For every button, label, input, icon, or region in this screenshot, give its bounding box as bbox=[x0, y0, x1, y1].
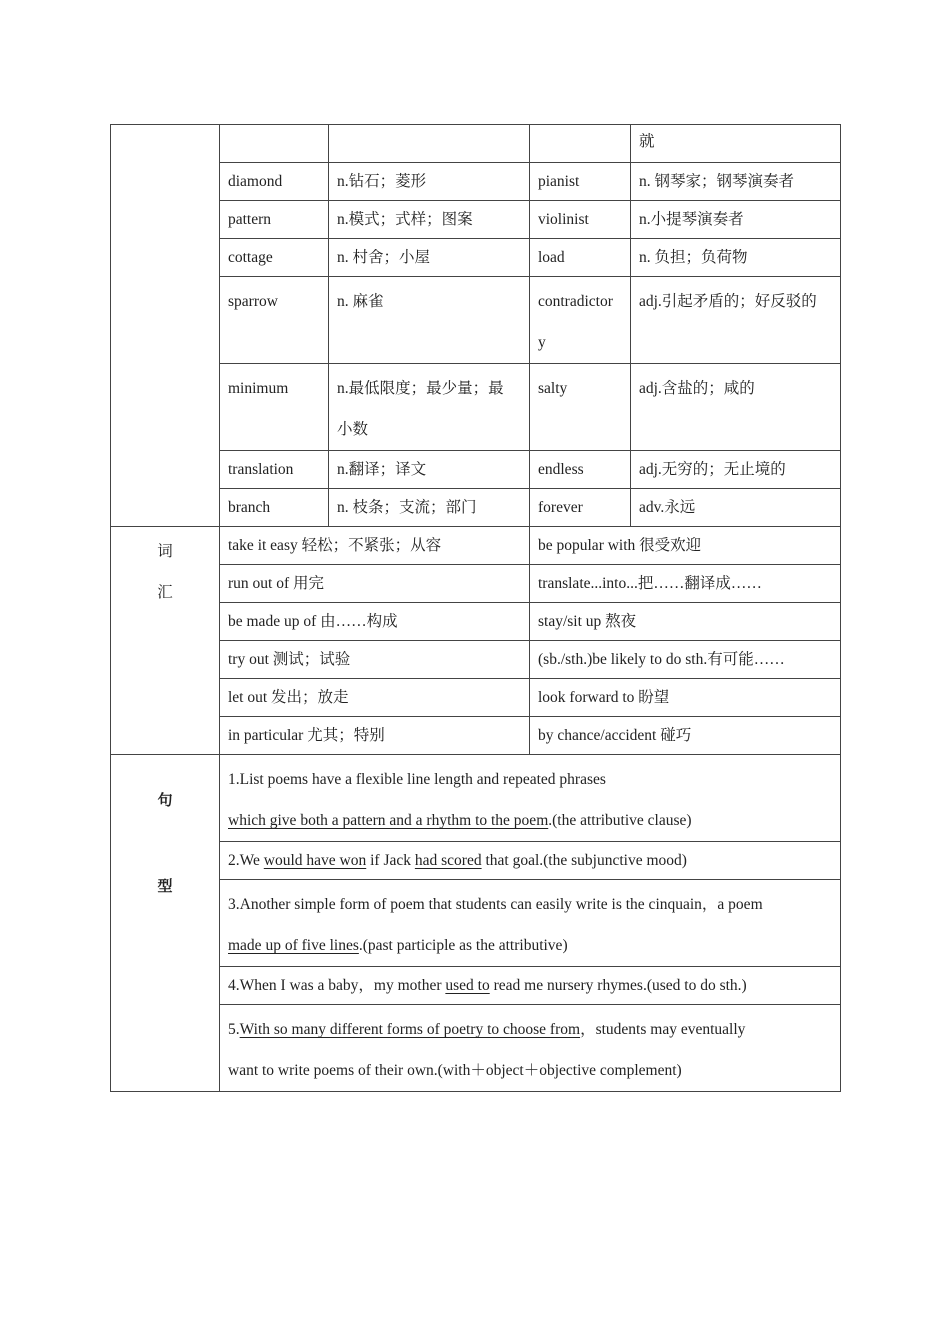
sentence-text: .(past participle as the attributive) bbox=[358, 937, 568, 954]
phrase-item: translate...into...把……翻译成…… bbox=[530, 565, 841, 603]
vocab-meaning: n.翻译；译文 bbox=[329, 451, 530, 489]
sentence-text: .(the attributive clause) bbox=[548, 812, 692, 829]
vocab-word: salty bbox=[530, 364, 631, 451]
vocab-meaning: adv.永远 bbox=[631, 489, 841, 527]
vocab-meaning: 就 bbox=[631, 125, 841, 163]
sentence-item bbox=[220, 1005, 841, 1092]
phrases-label-char: 汇 bbox=[157, 584, 173, 601]
sentence-text: read me nursery rhymes.(used to do sth.) bbox=[489, 977, 747, 994]
vocab-word: forever bbox=[530, 489, 631, 527]
phrase-item: take it easy 轻松；不紧张；从容 bbox=[220, 527, 530, 565]
vocab-meaning: adj.引起矛盾的；好反驳的 bbox=[631, 277, 841, 364]
sentences-category-label bbox=[111, 755, 220, 1092]
vocab-meaning-line: n.最低限度；最少量；最 bbox=[337, 380, 504, 397]
phrase-item: stay/sit up 熬夜 bbox=[530, 603, 841, 641]
vocab-word: pianist bbox=[530, 163, 631, 201]
vocab-meaning bbox=[329, 125, 530, 163]
vocab-word: endless bbox=[530, 451, 631, 489]
underlined-phrase: With so many different forms of poetry to choose from bbox=[239, 1021, 581, 1038]
sentence-line: 3.Another simple form of poem that students can easily write is the cinquain，a poem bbox=[228, 896, 763, 913]
sentence-text: if Jack bbox=[366, 852, 415, 869]
phrase-item: run out of 用完 bbox=[220, 565, 530, 603]
underlined-phrase: which give both a pattern and a rhythm to the poem bbox=[228, 812, 549, 829]
underlined-phrase: made up of five lines bbox=[228, 937, 359, 954]
sentence-item bbox=[220, 880, 841, 967]
sentence-item bbox=[220, 842, 841, 880]
phrase-item: try out 测试；试验 bbox=[220, 641, 530, 679]
vocab-word-line: y bbox=[538, 334, 546, 351]
sentence-item bbox=[220, 967, 841, 1005]
sentence-text: 5. bbox=[228, 1021, 240, 1038]
sentence-line bbox=[228, 800, 832, 841]
vocab-word bbox=[530, 277, 631, 364]
vocab-meaning: n.小提琴演奏者 bbox=[631, 201, 841, 239]
vocab-word: minimum bbox=[220, 364, 329, 451]
sentence-line bbox=[228, 1009, 832, 1050]
vocab-category-cell bbox=[111, 125, 220, 527]
vocab-meaning: n. 钢琴家；钢琴演奏者 bbox=[631, 163, 841, 201]
phrase-item: look forward to 盼望 bbox=[530, 679, 841, 717]
sentence-text: 2.We bbox=[228, 852, 264, 869]
vocab-meaning-line: 小数 bbox=[337, 421, 369, 438]
sentence-item bbox=[220, 755, 841, 842]
vocab-word: branch bbox=[220, 489, 329, 527]
vocab-meaning: n.钻石；菱形 bbox=[329, 163, 530, 201]
vocab-word: translation bbox=[220, 451, 329, 489]
underlined-phrase: had scored bbox=[414, 852, 482, 869]
sentence-line: want to write poems of their own.(with＋object＋objective complement) bbox=[228, 1062, 682, 1079]
document-table bbox=[110, 124, 841, 1092]
phrase-item: be made up of 由……构成 bbox=[220, 603, 530, 641]
phrase-item: let out 发出；放走 bbox=[220, 679, 530, 717]
sentence-line: 1.List poems have a flexible line length and repeated phrases bbox=[228, 771, 606, 788]
underlined-phrase: would have won bbox=[263, 852, 367, 869]
vocab-meaning: n. 枝条；支流；部门 bbox=[329, 489, 530, 527]
vocab-word: diamond bbox=[220, 163, 329, 201]
sentence-text: ，students may eventually bbox=[580, 1021, 746, 1038]
phrase-item: in particular 尤其；特别 bbox=[220, 717, 530, 755]
sentence-text: that goal.(the subjunctive mood) bbox=[481, 852, 687, 869]
vocab-meaning: n.模式；式样；图案 bbox=[329, 201, 530, 239]
phrase-item: by chance/accident 碰巧 bbox=[530, 717, 841, 755]
vocab-word-line: contradictor bbox=[538, 293, 613, 310]
vocab-meaning bbox=[329, 364, 530, 451]
sentences-label-char: 句 bbox=[157, 791, 173, 809]
vocab-meaning: adj.无穷的；无止境的 bbox=[631, 451, 841, 489]
vocab-word: pattern bbox=[220, 201, 329, 239]
phrases-label-char: 词 bbox=[157, 543, 173, 560]
phrase-item: (sb./sth.)be likely to do sth.有可能…… bbox=[530, 641, 841, 679]
underlined-phrase: used to bbox=[445, 977, 490, 994]
sentence-text: 4.When I was a baby，my mother bbox=[228, 977, 446, 994]
vocab-word: cottage bbox=[220, 239, 329, 277]
vocab-word: load bbox=[530, 239, 631, 277]
vocab-word: violinist bbox=[530, 201, 631, 239]
vocab-meaning: n. 村舍；小屋 bbox=[329, 239, 530, 277]
phrases-category-label bbox=[111, 527, 220, 755]
vocab-meaning: n. 麻雀 bbox=[329, 277, 530, 364]
vocab-word bbox=[220, 125, 329, 163]
sentence-line bbox=[228, 925, 832, 966]
sentences-label-char: 型 bbox=[157, 877, 173, 895]
phrase-item: be popular with 很受欢迎 bbox=[530, 527, 841, 565]
vocab-meaning: adj.含盐的；咸的 bbox=[631, 364, 841, 451]
vocab-meaning: n. 负担；负荷物 bbox=[631, 239, 841, 277]
vocab-word bbox=[530, 125, 631, 163]
vocab-word: sparrow bbox=[220, 277, 329, 364]
